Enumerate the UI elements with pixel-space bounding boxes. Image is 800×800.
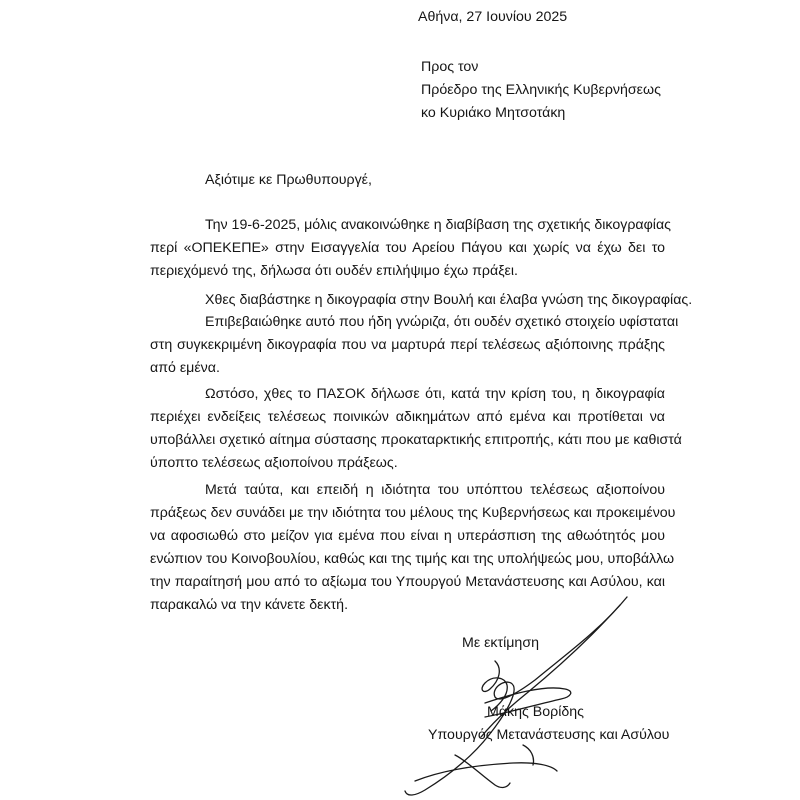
recipient-line: Προς τον [421,59,479,75]
body-line: από εμένα. [150,360,220,376]
body-line: παρακαλώ να την κάνετε δεκτή. [150,597,349,613]
body-line: Την 19-6-2025, μόλις ανακοινώθηκε η διαβίβαση της σχετικής δικογραφίας [205,217,671,233]
signer-title: Υπουργός Μετανάστευσης και Ασύλου [428,727,670,743]
recipient-line: κο Κυριάκο Μητσοτάκη [421,105,566,121]
body-line: την παραίτησή μου από το αξίωμα του Υπουργού Μετανάστευσης και Ασύλου, και [150,574,665,590]
letter-date: Αθήνα, 27 Ιουνίου 2025 [418,9,568,25]
body-line: ύποπτο τελέσεως αξιοποίνου πράξεως. [150,455,398,471]
salutation: Αξιότιμε κε Πρωθυπουργέ, [205,172,372,188]
body-line: Χθες διαβάστηκε η δικογραφία στην Βουλή και έλαβα γνώση της δικογραφίας. [205,292,693,308]
body-line: περί «ΟΠΕΚΕΠΕ» στην Εισαγγελία του Αρείου Πάγου και χωρίς να έχω δει το [150,240,665,256]
body-line: στη συγκεκριμένη δικογραφία που να μαρτυρά περί τελέσεως αξιόποινης πράξης [150,337,665,353]
body-line: ενώπιον του Κοινοβουλίου, καθώς και της τιμής και της υπολήψεώς μου, υποβάλλω [150,551,675,567]
body-line: να αφοσιωθώ στο μείζον για εμένα που είναι η υπεράσπιση της αθωότητός μου [150,528,665,544]
body-line: Επιβεβαιώθηκε αυτό που ήδη γνώριζα, ότι ουδέν σχετικό στοιχείο υφίσταται [205,314,679,330]
body-line: περιέχει ενδείξεις τελέσεως ποινικών αδικημάτων από εμένα και προτίθεται να [150,409,665,425]
recipient-line: Πρόεδρο της Ελληνικής Κυβερνήσεως [421,82,661,98]
closing: Με εκτίμηση [462,635,539,651]
body-line: περιεχόμενό της, δήλωσα ότι ουδέν επιλήψιμο έχω πράξει. [150,263,518,279]
signer-name: Μάκης Βορίδης [487,704,584,720]
body-line: υποβάλλει σχετικό αίτημα σύστασης προκαταρκτικής επιτροπής, κάτι που με καθιστά [150,432,682,448]
body-line: Μετά ταύτα, και επειδή η ιδιότητα του υπόπτου τελέσεως αξιοποίνου [205,482,665,498]
body-line: πράξεως δεν συνάδει με την ιδιότητα του μέλους της Κυβερνήσεως και προκειμένου [150,505,676,521]
body-line: Ωστόσο, χθες το ΠΑΣΟΚ δήλωσε ότι, κατά την κρίση του, η δικογραφία [205,386,665,402]
handwritten-signature [395,585,655,800]
